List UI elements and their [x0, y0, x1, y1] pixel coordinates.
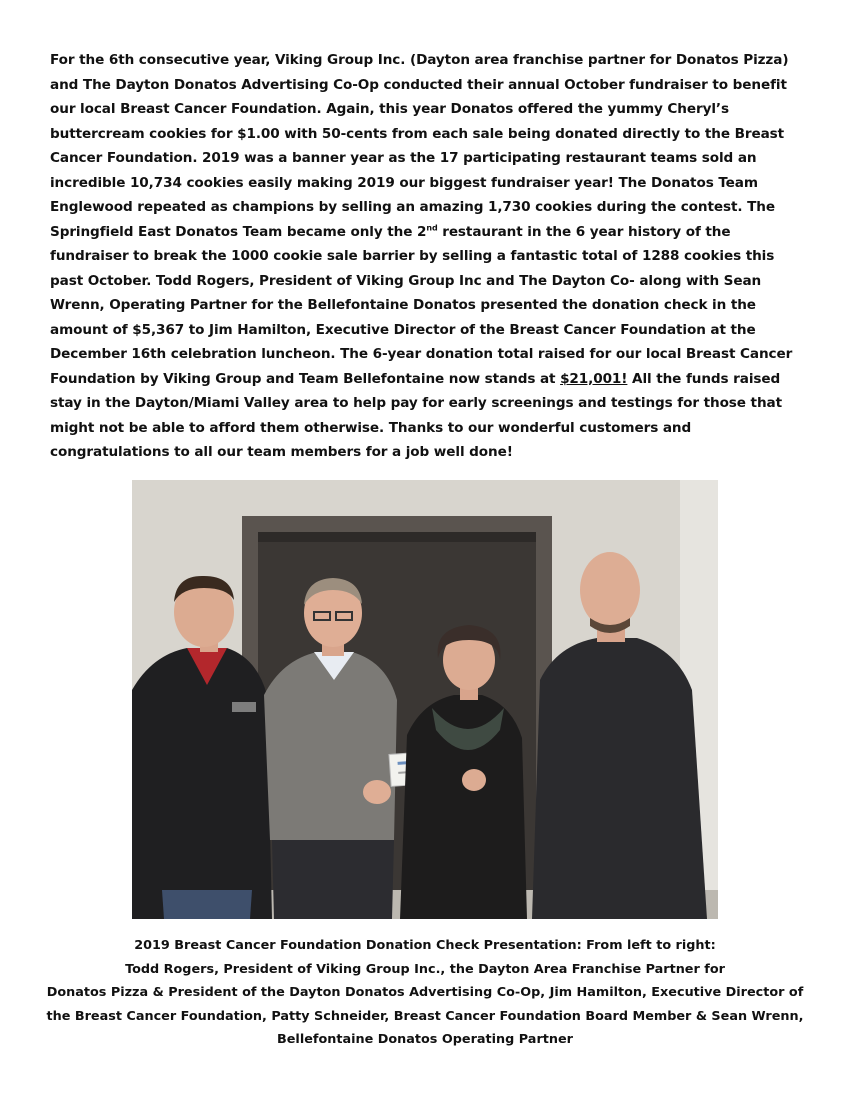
ordinal-suffix: nd: [426, 222, 438, 232]
article-text-part3: All the funds raised stay in the Dayton/Miami Valley area to help pay for early screenings and testings for those that might not be able to afford them otherwise. Thanks to our wonderful customers and congratulations to all our team members for a job well done!: [50, 370, 782, 460]
photo-illustration: [132, 480, 718, 919]
caption-line: Todd Rogers, President of Viking Group Inc., the Dayton Area Franchise Partner for: [125, 961, 725, 977]
caption-line: the Breast Cancer Foundation, Patty Schneider, Breast Cancer Foundation Board Member & Sean Wrenn,: [46, 1008, 804, 1024]
caption-line: 2019 Breast Cancer Foundation Donation Check Presentation: From left to right:: [134, 938, 716, 953]
article-text-part2: restaurant in the 6 year history of the fundraiser to break the 1000 cookie sale barrier by selling a fantastic total of 1288 cookies this past October. Todd Rogers, President of Viking Group Inc and The Dayton Co- along with Sean Wrenn, Operating Partner for the Bellefontaine Donatos presented the donation check in the amount of $5,367 to Jim Hamilton, Executive Director of the Breast Cancer Foundation at the December 16th celebration luncheon. The 6-year donation total raised for our local Breast Cancer Foundation by Viking Group and Team Bellefontaine now stands at: [50, 223, 793, 387]
donation-total: $21,001!: [560, 370, 628, 387]
check-presentation-photo: [132, 480, 718, 919]
article-text-part1: For the 6th consecutive year, Viking Group Inc. (Dayton area franchise partner for Donatos Pizza) and The Dayton Donatos Advertising Co-Op conducted their annual October fundraiser to benefit our local Breast Cancer Foundation. Again, this year Donatos offered the yummy Cheryl’s buttercream cookies for $1.00 with 50-cents from each sale being donated directly to the Breast Cancer Foundation. 2019 was a banner year as the 17 participating restaurant teams sold an incredible 10,734 cookies easily making 2019 our biggest fundraiser year! The Donatos Team Englewood repeated as champions by selling an amazing 1,730 cookies during the contest. The Springfield East Donatos Team became only the 2: [50, 52, 789, 240]
caption-line: Bellefontaine Donatos Operating Partner: [277, 1032, 573, 1047]
photo-caption: [40, 934, 810, 1052]
article-body: [50, 48, 810, 465]
caption-line: Donatos Pizza & President of the Dayton Donatos Advertising Co-Op, Jim Hamilton, Executive Director of: [46, 985, 804, 1000]
